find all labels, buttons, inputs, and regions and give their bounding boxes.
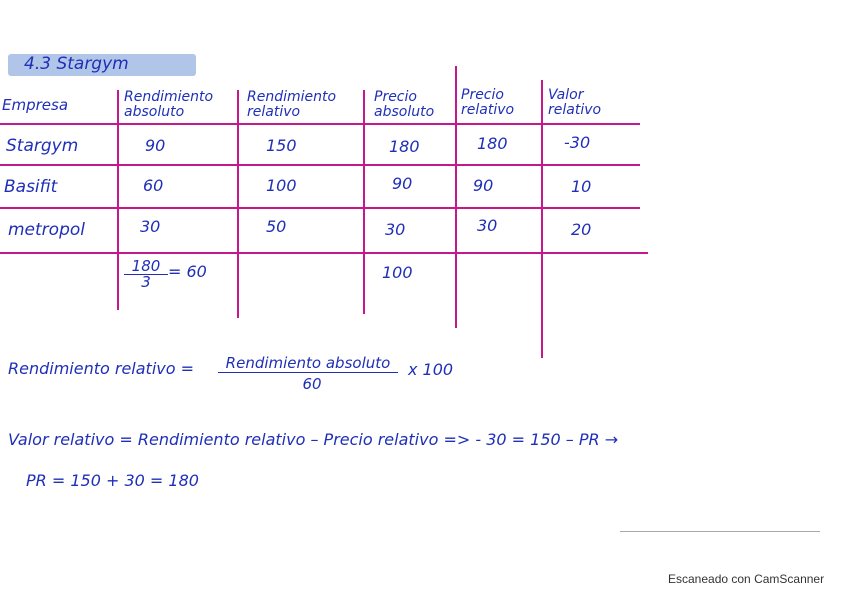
header-valor-rel-text: Valor relativo [548, 87, 602, 118]
price-total: 100 [382, 263, 413, 282]
scanner-watermark: Escaneado con CamScanner [668, 572, 825, 586]
header-valor-rel [548, 88, 624, 118]
row3-precio-abs: 30 [385, 220, 406, 239]
col-divider-5 [541, 80, 543, 358]
header-precio-abs [374, 90, 452, 120]
row-empresa-3: metropol [8, 220, 85, 240]
row1-precio-rel: 180 [477, 134, 508, 153]
formula1-lhs: Rendimiento relativo = [8, 359, 195, 378]
header-precio-rel-text: Precio relativo [461, 87, 515, 118]
formula1-denominator: 60 [302, 375, 322, 393]
header-rend-rel [247, 90, 359, 120]
header-rend-abs-text: Rendimiento absoluto [124, 89, 214, 120]
header-precio-rel [461, 88, 535, 118]
col-divider-3 [363, 90, 365, 314]
row1-rend-abs: 90 [145, 136, 166, 155]
formula2: Valor relativo = Rendimiento relativo – Precio relativo => - 30 = 150 – PR → [8, 430, 619, 449]
row1-rend-rel: 150 [266, 136, 297, 155]
row3-rend-abs: 30 [140, 217, 161, 236]
avg-result: = 60 [168, 262, 207, 281]
row1-valor-rel: -30 [564, 133, 591, 152]
row3-precio-rel: 30 [477, 216, 498, 235]
formula1-multiplier: x 100 [408, 360, 454, 379]
row-rule-1 [0, 164, 640, 166]
col-divider-4 [455, 66, 457, 328]
row2-rend-rel: 100 [266, 176, 297, 195]
avg-denominator: 3 [141, 273, 151, 291]
col-divider-2 [237, 90, 239, 318]
scan-line [620, 531, 820, 532]
formula3: PR = 150 + 30 = 180 [26, 471, 199, 490]
page-title: 4.3 Stargym [24, 54, 129, 74]
header-rend-abs [124, 90, 234, 120]
row3-valor-rel: 20 [571, 220, 592, 239]
col-divider-1 [117, 90, 119, 310]
formula1-numerator: Rendimiento absoluto [218, 354, 398, 373]
row2-precio-rel: 90 [473, 176, 494, 195]
header-rule [0, 123, 640, 125]
row-empresa-2: Basifit [4, 177, 58, 197]
formula1-fraction [218, 354, 398, 395]
avg-numerator: 180 [124, 258, 168, 275]
row1-precio-abs: 180 [389, 137, 420, 156]
header-empresa: Empresa [2, 96, 69, 114]
header-precio-abs-text: Precio absoluto [374, 89, 435, 120]
row3-rend-rel: 50 [266, 217, 287, 236]
avg-fraction [124, 258, 168, 290]
row2-rend-abs: 60 [143, 176, 164, 195]
header-rend-rel-text: Rendimiento relativo [247, 89, 337, 120]
row2-valor-rel: 10 [571, 177, 592, 196]
row-rule-2 [0, 207, 640, 209]
row-empresa-1: Stargym [6, 136, 79, 156]
row2-precio-abs: 90 [392, 174, 413, 193]
row-rule-3 [0, 252, 648, 254]
